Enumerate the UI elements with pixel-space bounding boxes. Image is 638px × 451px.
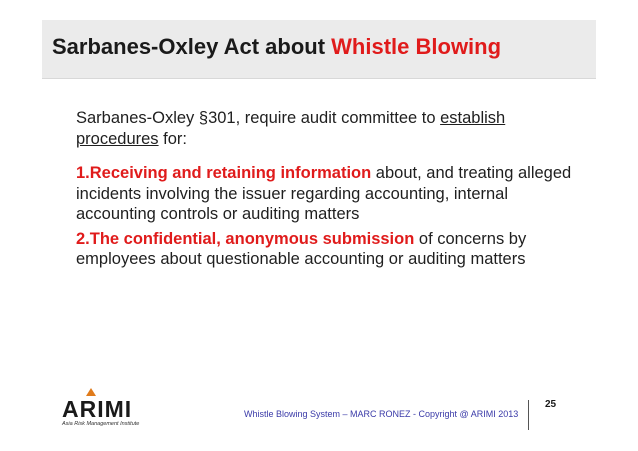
item1-text: about, and treating alleged incidents involving the issuer regarding accounting, internal accounting controls or auditing matters	[76, 164, 572, 223]
list-item-1	[76, 163, 576, 225]
item2-highlight: 2.The confidential, anonymous submission	[76, 229, 415, 248]
logo-subtext: Asia Risk Management Institute	[62, 421, 140, 427]
logo-text: ARIMI	[62, 396, 133, 422]
title-highlight: Whistle Blowing	[331, 34, 502, 59]
title-main: Sarbanes-Oxley Act about	[52, 34, 332, 59]
logo-accent-icon	[86, 388, 96, 396]
item2-text: of concerns by employees about questionable accounting or auditing matters	[76, 229, 527, 268]
slide-body	[76, 108, 576, 270]
item1-highlight: 1.Receiving and retaining information	[76, 164, 372, 182]
page-number: 25	[545, 399, 557, 410]
slide-title	[52, 34, 501, 60]
list-item-2	[76, 229, 576, 270]
arimi-logo	[62, 388, 162, 428]
intro-underlined-procedures: procedures	[76, 129, 159, 148]
footer-copyright: Whistle Blowing System – MARC RONEZ - Copyright @ ARIMI 2013	[244, 409, 519, 419]
intro-underlined-establish: establish	[440, 109, 506, 127]
intro-paragraph	[76, 108, 576, 149]
intro-text: Sarbanes-Oxley §301, require audit committee to	[76, 109, 441, 127]
intro-text-end: for:	[158, 129, 187, 148]
footer-divider	[528, 400, 529, 430]
